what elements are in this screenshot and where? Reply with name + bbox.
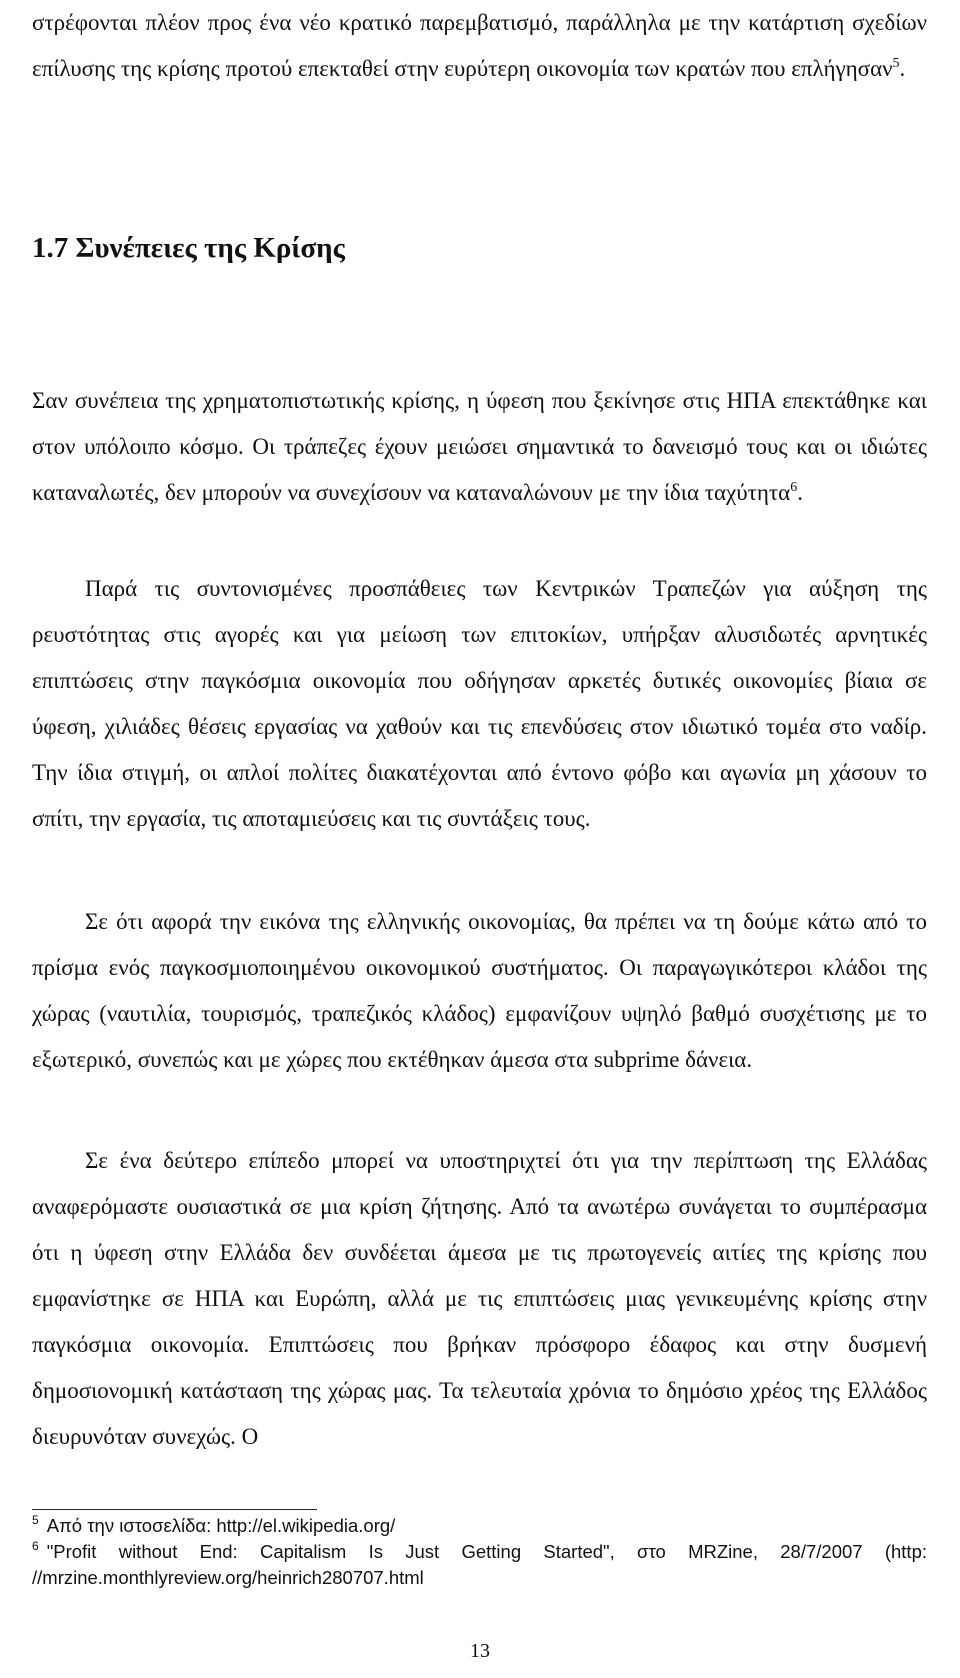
paragraph-2: Παρά τις συντονισμένες προσπάθειες των Κεντρικών Τραπεζών για αύξηση της ρευστότητας στις αγορές και για μείωση των επιτοκίων, υπήρξαν αλυσιδωτές αρνητικές επιπτώσεις στην παγκόσμια οικονομία που οδήγησαν αρκετές δυτικές οικονομίες βίαια σε ύφεση, χιλιάδες θέσεις εργασίας να χαθούν και τις επενδύσεις στον ιδιωτικό τομέα στο ναδίρ. Την ίδια στιγμή, οι απλοί πολίτες διακατέχονται από έντονο φόβο και αγωνία μη χάσουν το σπίτι, την εργασία, τις αποταμιεύσεις και τις συντάξεις τους. [32, 576, 927, 831]
page-number: 13 [470, 1640, 490, 1662]
section-heading: 1.7 Συνέπειες της Κρίσης [32, 232, 345, 264]
footnote-6-number: 6 [32, 1539, 39, 1553]
footnote-6 [32, 1539, 927, 1591]
footnote-ref-5[interactable]: 5 [892, 56, 900, 71]
intro-end: . [899, 56, 906, 81]
footnote-6-text[interactable]: "Profit without End: Capitalism Is Just Getting Started", στο MRZine, 28/7/2007 (http: //mrzine.monthlyreview.org/heinrich280707.html [32, 1541, 927, 1588]
paragraph-1-end: . [797, 480, 803, 505]
footnotes [32, 1513, 927, 1591]
footnote-5 [32, 1513, 927, 1539]
intro-text: στρέφονται πλέον προς ένα νέο κρατικό παρεμβατισμό, παράλληλα με την κατάρτιση σχεδίων επίλυσης της κρίσης προτού επεκταθεί στην ευρύτερη οικονομία των κρατών που επλήγησαν [32, 10, 927, 81]
footnote-5-number: 5 [32, 1513, 39, 1527]
paragraph-1 [32, 378, 927, 516]
footnote-5-text[interactable]: Από την ιστοσελίδα: http://el.wikipedia.org/ [46, 1515, 396, 1536]
intro-paragraph [32, 0, 927, 92]
footnote-ref-6[interactable]: 6 [790, 480, 798, 495]
footnote-separator [32, 1509, 317, 1510]
paragraph-1-text: Σαν συνέπεια της χρηματοπιστωτικής κρίσης, η ύφεση που ξεκίνησε στις ΗΠΑ επεκτάθηκε και στον υπόλοιπο κόσμο. Οι τράπεζες έχουν μειώσει σημαντικά το δανεισμό τους και οι ιδιώτες καταναλωτές, δεν μπορούν να συνεχίσουν να καταναλώνουν με την ίδια ταχύτητα [32, 388, 927, 505]
paragraph-3: Σε ότι αφορά την εικόνα της ελληνικής οικονομίας, θα πρέπει να τη δούμε κάτω από το πρίσμα ενός παγκοσμιοποιημένου οικονομικού συστήματος. Οι παραγωγικότεροι κλάδοι της χώρας (ναυτιλία, τουρισμός, τραπεζικός κλάδος) εμφανίζουν υψηλό βαθμό συσχέτισης με το εξωτερικό, συνεπώς και με χώρες που εκτέθηκαν άμεσα στα subprime δάνεια. [32, 909, 927, 1072]
paragraph-4: Σε ένα δεύτερο επίπεδο μπορεί να υποστηριχτεί ότι για την περίπτωση της Ελλάδας αναφερόμαστε ουσιαστικά σε μια κρίση ζήτησης. Από τα ανωτέρω συνάγεται το συμπέρασμα ότι η ύφεση στην Ελλάδα δεν συνδέεται άμεσα με τις πρωτογενείς αιτίες της κρίσης που εμφανίστηκε σε ΗΠΑ και Ευρώπη, αλλά με τις επιπτώσεις μιας γενικευμένης κρίσης στην παγκόσμια οικονομία. Επιπτώσεις που βρήκαν πρόσφορο έδαφος και στην δυσμενή δημοσιονομική κατάσταση της χώρας μας. Τα τελευταία χρόνια το δημόσιο χρέος της Ελλάδος διευρυνόταν συνεχώς. Ο [32, 1148, 927, 1449]
